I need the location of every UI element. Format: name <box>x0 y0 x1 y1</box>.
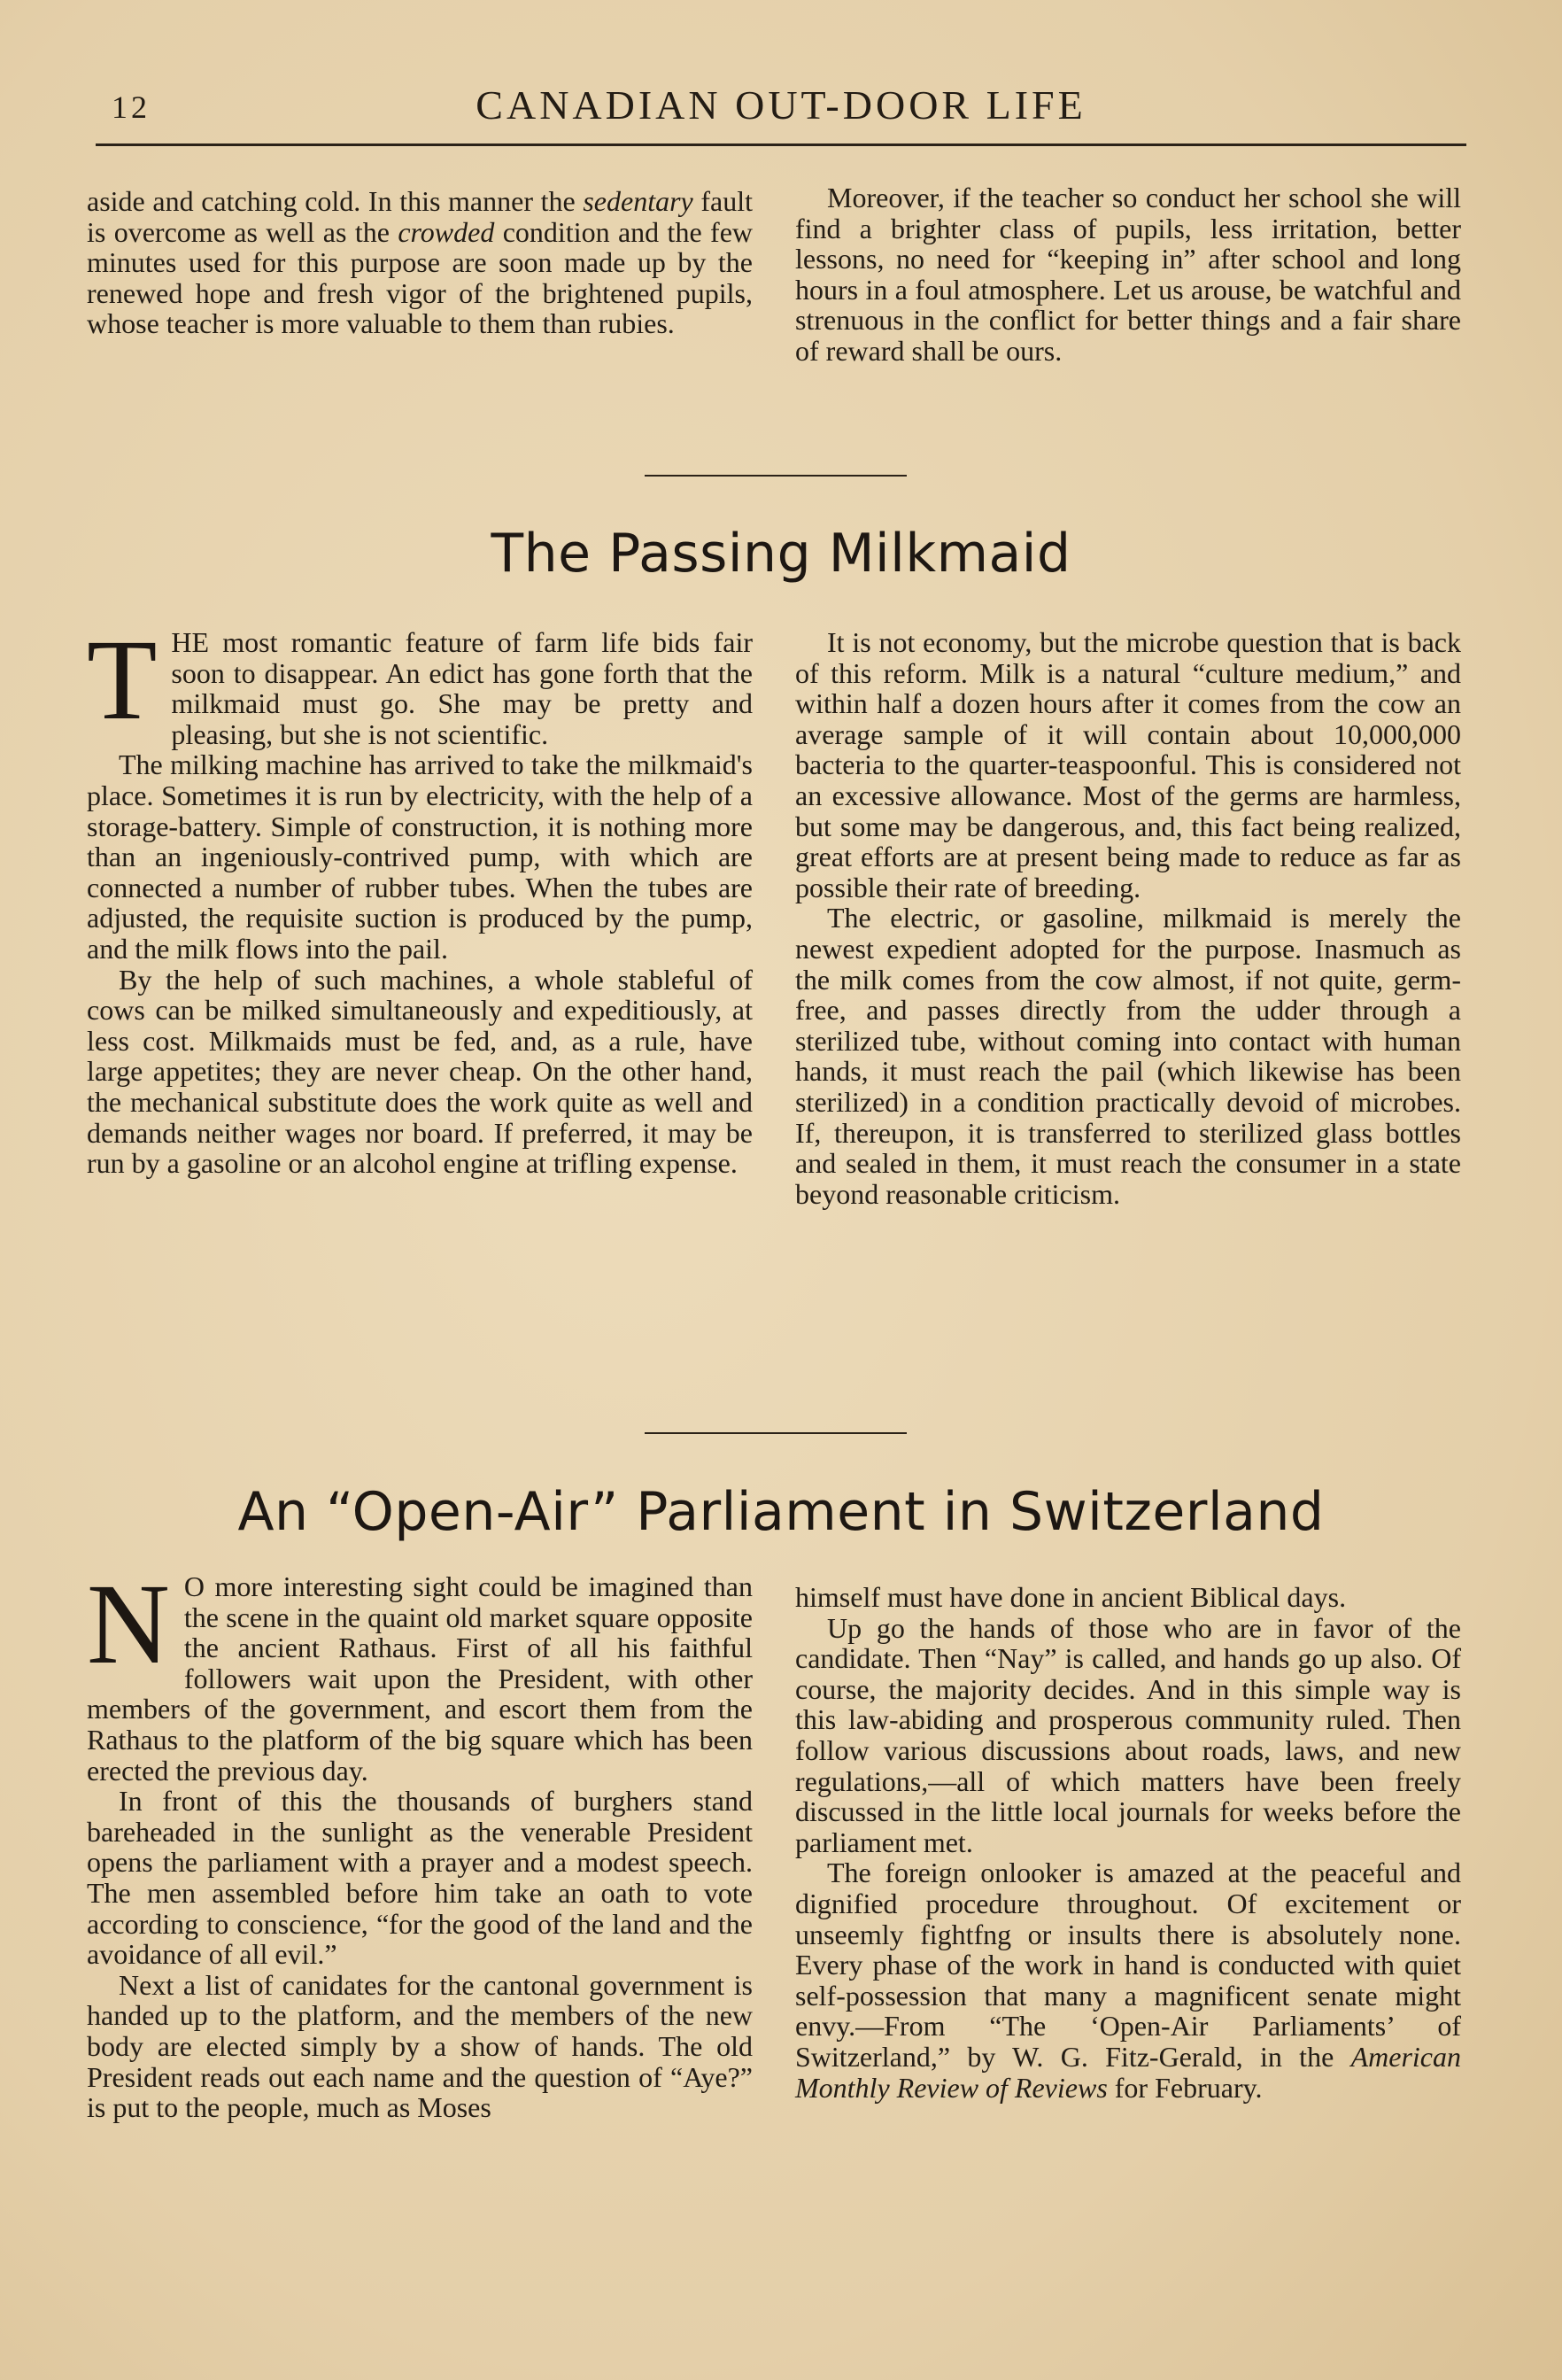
article-paragraph: Up go the hands of those who are in favor of the candidate. Then “Nay” is called, and hands go up also. Of course, the majority decides. And in this simple way is this law-abiding and prosperous community ruled. Then follow various discussions about roads, laws, and new regulations,—all of which matters have been freely discussed in the little local journals for weeks before the parliament met. <box>795 1611 1461 1858</box>
article-paragraph <box>87 1561 753 1787</box>
article-paragraph: Next a list of canidates for the cantonal government is handed up to the platform, and the members of the new body are elected simply by a show of hands. The old President reads out each name and the question of “Aye?” is put to the people, much as Moses <box>87 1968 753 2124</box>
running-title: CANADIAN OUT-DOOR LIFE <box>476 82 1086 128</box>
prev-article-paragraph: Moreover, if the teacher so conduct her school she will find a brighter class of pupils, less irritation, better lessons, no need for “keeping in” after school and long hours in a foul atmosphere. Let us arouse, be watchful and strenuous in the conflict for better things and a fair share of reward shall be ours. <box>795 182 1461 367</box>
text-run: fault is overcome as well as the <box>87 185 754 248</box>
italic-word: sedentary <box>583 185 693 217</box>
drop-cap: T <box>87 616 158 744</box>
article-paragraph: It is not economy, but the microbe question that is back of this reform. Milk is a natural “culture medium,” and within half a dozen hours after it comes from the cow an average sample of it will contain about 10,000,000 bacteria to the quarter-teaspoonful. This is considered not an excessive allowance. Most of the germs are harmless, but some may be dangerous, and, this fact being realized, great efforts are at present being made to reduce as far as possible their rate of breeding. <box>795 626 1461 903</box>
drop-cap: N <box>87 1561 170 1688</box>
text-run: aside and catching cold. In this manner the <box>87 185 584 217</box>
article1-right-column <box>795 627 1461 1209</box>
article-paragraph <box>795 1857 1461 2103</box>
article2-left-column <box>87 1561 753 2124</box>
text-run: for February. <box>1107 2071 1263 2104</box>
article-paragraph: himself must have done in ancient Biblical days. <box>795 1581 1347 1613</box>
article-paragraph: The electric, or gasoline, milkmaid is merely the newest expedient adopted for the purpose. Inasmuch as the milk comes from the cow almost, if not quite, germ-free, and passes directly from the udder through a sterilized tube, without coming into contact with human hands, it must reach the pail (which likewise has been sterilized) in a condition practically devoid of microbes. If, thereupon, it is transferred to sterilized glass bottles and sealed in them, it must reach the consumer in a state beyond reasonable criticism. <box>795 902 1461 1210</box>
italic-word: crowded <box>398 215 495 248</box>
article-paragraph: By the help of such machines, a whole stableful of cows can be milked simultaneously and expeditiously, at less cost. Milkmaids must be fed, and, as a rule, have large appetites; they are never cheap. On the other hand, the mechanical substitute does the work quite as well and demands neither wages nor board. If preferred, it may be run by a gasoline or an alcohol engine at trifling expense. <box>87 963 753 1180</box>
text-run: O more interesting sight could be imagined than the scene in the quaint old market square opposite the ancient Rathaus. First of all his faithful followers wait upon the President, with other members of the government, and escort them from the Rathaus to the platform of the big square which has been erected the previous day. <box>87 1570 753 1787</box>
prev-article-left-column <box>87 186 753 339</box>
section-separator <box>645 475 907 477</box>
article-paragraph <box>87 616 753 750</box>
header-rule <box>96 143 1466 146</box>
article-title: An “Open-Air” Parliament in Switzerland <box>237 1481 1325 1543</box>
page-number: 12 <box>112 89 151 125</box>
prev-article-right-column <box>795 182 1461 367</box>
article-paragraph: The milking machine has arrived to take the milkmaid's place. Sometimes it is run by electricity, with the help of a storage-battery. Simple of construction, it is nothing more than an ingeniously-contrived pump, with which are connected a number of rubber tubes. When the tubes are adjusted, the requisite suction is produced by the pump, and the milk flows into the pail. <box>87 748 753 965</box>
italic-source-title: American Monthly Review of Reviews <box>795 2040 1461 2104</box>
text-run: The foreign onlooker is amazed at the peaceful and dignified procedure throughout. Of excitement or unseemly fightfng or insults there is absolutely none. Every phase of the work in hand is conducted with quiet self-possession that many a magnificent senate might envy.—From “The ‘Open-Air Parliaments’ of Switzerland,” by W. G. Fitz-Gerald, in the <box>795 1857 1461 2073</box>
article-title: The Passing Milkmaid <box>491 523 1071 585</box>
section-separator <box>645 1432 907 1434</box>
prev-article-paragraph <box>87 186 753 339</box>
text-run: condition and the few minutes used for this purpose are soon made up by the renewed hope and fresh vigor of the brightened pupils, whose teacher is more valuable to them than rubies. <box>87 215 754 340</box>
article-paragraph: In front of this the thousands of burghers stand bareheaded in the sunlight as the venerable President opens the parliament with a prayer and a modest speech. The men assembled before him take an oath to vote according to conscience, “for the good of the land and the avoidance of all evil.” <box>87 1785 753 1971</box>
article1-left-column <box>87 616 753 1180</box>
text-run: HE most romantic feature of farm life bids fair soon to disappear. An edict has gone forth that the milkmaid must go. She may be pretty and pleasing, but she is not scientific. <box>171 626 753 750</box>
article2-right-column <box>795 1582 1461 2103</box>
page-header <box>96 76 1466 133</box>
